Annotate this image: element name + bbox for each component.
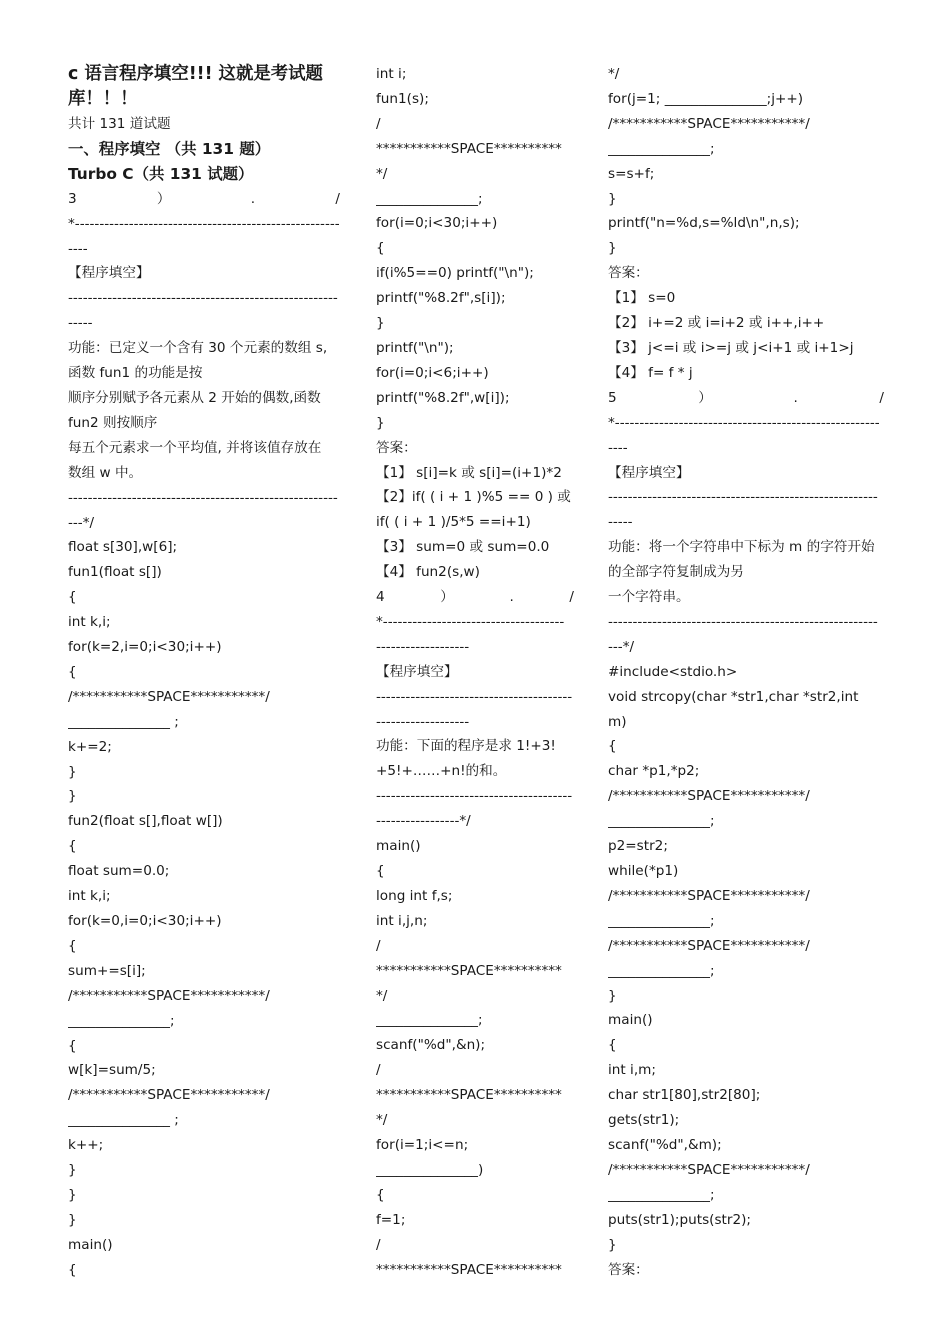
text-line: fun2 则按顺序 xyxy=(68,414,158,431)
problem-number-dot: . xyxy=(509,589,514,606)
problem-number: 4 xyxy=(376,589,385,606)
text-line: ----- xyxy=(608,514,633,531)
code-line: { xyxy=(68,937,77,954)
text-line: 的全部字符复制成为另 xyxy=(608,564,744,581)
problem-number-paren: ） xyxy=(156,190,171,207)
code-line: { xyxy=(376,863,385,879)
code-line: } xyxy=(608,987,617,1004)
text-line: ----- xyxy=(68,315,93,332)
text-line: 一个字符串。 xyxy=(608,589,690,606)
code-line: _______________; xyxy=(608,140,715,157)
text-line: 【程序填空】 xyxy=(376,663,458,680)
code-line: /***********SPACE***********/ xyxy=(608,115,810,132)
answer-line: 【4】 f= f * j xyxy=(608,364,693,381)
text-line: ---*/ xyxy=(608,638,635,655)
question-count: 共计 131 道试题 xyxy=(68,116,171,132)
problem-number-dot: . xyxy=(793,389,798,406)
code-line: main() xyxy=(376,838,421,855)
text-line: 每五个元素求一个平均值, 并将该值存放在 xyxy=(68,439,322,456)
code-line: for(i=1;i<=n; xyxy=(376,1136,469,1153)
code-line: { xyxy=(68,838,77,855)
code-line: / xyxy=(376,115,381,132)
text-line: ------------------------------------------------------- xyxy=(608,489,878,506)
column-right xyxy=(608,62,884,1282)
answer-line: 【2】 i+=2 或 i=i+2 或 i++,i++ xyxy=(608,315,825,332)
code-line: { xyxy=(68,589,77,606)
code-line: k++; xyxy=(68,1137,104,1154)
code-line: printf("\n"); xyxy=(376,339,454,356)
code-line: float sum=0.0; xyxy=(68,863,170,880)
code-line: puts(str1);puts(str2); xyxy=(608,1211,751,1228)
code-line: int i,j,n; xyxy=(376,912,428,929)
code-line: s=s+f; xyxy=(608,165,655,182)
code-line: if(i%5==0) printf("\n"); xyxy=(376,265,534,282)
answer-label: 答案： xyxy=(608,1261,649,1278)
answer-line: 【3】 sum=0 或 sum=0.0 xyxy=(376,539,550,556)
text-line: ------------------------------------------------------- xyxy=(68,489,338,506)
code-line: float s[30],w[6]; xyxy=(68,539,178,556)
problem-number: 5 xyxy=(608,389,617,406)
code-line: /***********SPACE***********/ xyxy=(608,1161,810,1178)
text-line: 函数 fun1 的功能是按 xyxy=(68,365,203,382)
code-line: main() xyxy=(608,1012,653,1029)
code-line: while(*p1) xyxy=(608,863,679,879)
code-line: / xyxy=(376,1062,381,1079)
code-line: for(j=1; _______________;j++) xyxy=(608,90,804,107)
code-line: } xyxy=(68,1186,77,1203)
section-heading: 一、程序填空 （共 131 题） xyxy=(68,139,271,158)
code-line: p2=str2; xyxy=(608,838,668,855)
text-line: 顺序分别赋予各元素从 2 开始的偶数,函数 xyxy=(68,389,321,406)
problem-number-slash: / xyxy=(879,389,884,406)
code-line: } xyxy=(68,763,77,780)
code-line: _______________; xyxy=(608,912,715,929)
text-line: ---------------------------------------- xyxy=(376,788,573,805)
text-line: ---- xyxy=(608,439,628,456)
code-line: _______________) xyxy=(376,1161,484,1178)
code-line: } xyxy=(608,240,617,257)
problem-number-dot: . xyxy=(250,190,256,207)
column-left xyxy=(68,62,340,1283)
code-line: for(i=0;i<30;i++) xyxy=(376,215,498,232)
code-line: { xyxy=(376,240,385,257)
code-line: m) xyxy=(608,713,627,730)
code-line: } xyxy=(68,1162,77,1179)
code-line: /***********SPACE***********/ xyxy=(608,937,810,954)
answer-label: 答案： xyxy=(376,439,417,456)
code-line: / xyxy=(376,937,381,954)
text-line: ---------------------------------------- xyxy=(376,688,573,705)
answer-line: if( ( i + 1 )/5*5 ==i+1) xyxy=(376,514,531,531)
problem-number-slash: / xyxy=(569,589,574,606)
code-line: char *p1,*p2; xyxy=(608,763,700,780)
text-line: 功能：已定义一个含有 30 个元素的数组 s, xyxy=(68,340,328,357)
code-line: sum+=s[i]; xyxy=(68,962,146,979)
text-line: ---- xyxy=(68,240,88,257)
text-line: ------------------- xyxy=(376,638,470,655)
answer-line: 【2】if( ( i + 1 )%5 == 0 ) 或 xyxy=(376,489,571,506)
answer-line: 【3】 j<=i 或 i>=j 或 j<i+1 或 i+1>j xyxy=(608,339,854,356)
code-line: */ xyxy=(376,1112,388,1129)
text-line: +5!+……+n!的和。 xyxy=(376,763,507,780)
text-line: ---*/ xyxy=(68,514,95,531)
code-line: _______________; xyxy=(376,1012,483,1029)
code-line: _______________; xyxy=(68,1012,175,1029)
code-line: printf("n=%d,s=%ld\n",n,s); xyxy=(608,215,800,232)
code-line: { xyxy=(68,1037,77,1054)
problem-number-line xyxy=(608,386,884,411)
document-title: c 语言程序填空!!! 这就是考试题库！！！ xyxy=(68,64,323,109)
code-line: ***********SPACE********** xyxy=(376,1261,562,1278)
code-line: */ xyxy=(376,165,388,182)
code-line: _______________; xyxy=(608,1186,715,1203)
code-line: _______________ ; xyxy=(68,713,179,730)
text-line: -----------------*/ xyxy=(376,813,471,830)
code-line: w[k]=sum/5; xyxy=(68,1062,156,1079)
code-line: /***********SPACE***********/ xyxy=(608,788,810,805)
text-line: *------------------------------------------------------ xyxy=(608,414,880,431)
code-line: { xyxy=(68,663,77,680)
problem-number-line xyxy=(376,585,574,610)
code-line: fun1(float s[]) xyxy=(68,564,162,581)
text-line: ------------------------------------------------------- xyxy=(68,290,338,307)
column-middle xyxy=(376,62,574,1282)
code-line: */ xyxy=(376,987,388,1004)
code-line: _______________; xyxy=(376,190,483,207)
code-line: ***********SPACE********** xyxy=(376,962,562,979)
code-line: printf("%8.2f",s[i]); xyxy=(376,290,506,307)
code-line: */ xyxy=(608,66,620,82)
text-line: ------------------------------------------------------- xyxy=(608,613,878,630)
code-line: _______________ ; xyxy=(68,1112,179,1129)
code-line: k+=2; xyxy=(68,738,112,755)
code-line: int i; xyxy=(376,66,407,82)
code-line: _______________; xyxy=(608,813,715,830)
answer-line: 【4】 fun2(s,w) xyxy=(376,564,480,581)
code-line: for(i=0;i<6;i++) xyxy=(376,364,489,381)
problem-number-paren: ） xyxy=(440,589,454,606)
code-line: { xyxy=(68,1261,77,1278)
code-line: void strcopy(char *str1,char *str2,int xyxy=(608,688,859,705)
text-line: 【程序填空】 xyxy=(68,265,150,282)
code-line: scanf("%d",&n); xyxy=(376,1037,486,1054)
code-line: { xyxy=(608,738,617,755)
text-line: 功能：下面的程序是求 1!+3! xyxy=(376,738,556,755)
code-line: } xyxy=(376,414,385,431)
code-line: int i,m; xyxy=(608,1062,656,1079)
code-line: fun2(float s[],float w[]) xyxy=(68,813,223,830)
code-line: scanf("%d",&m); xyxy=(608,1136,722,1153)
code-line: f=1; xyxy=(376,1211,406,1228)
text-line: 【程序填空】 xyxy=(608,464,690,481)
code-line: } xyxy=(608,190,617,207)
problem-number-line xyxy=(68,187,340,212)
code-line: for(k=0,i=0;i<30;i++) xyxy=(68,913,222,929)
code-line: /***********SPACE***********/ xyxy=(608,887,810,904)
code-line: printf("%8.2f",w[i]); xyxy=(376,389,510,406)
code-line: { xyxy=(376,1186,385,1203)
code-line: / xyxy=(376,1236,381,1253)
text-line: *------------------------------------------------------ xyxy=(68,215,340,232)
code-line: fun1(s); xyxy=(376,90,429,107)
code-line: long int f,s; xyxy=(376,887,453,904)
code-line: { xyxy=(608,1037,617,1054)
text-line: 数组 w 中。 xyxy=(68,464,143,481)
text-line: ------------------- xyxy=(376,713,470,730)
text-line: *------------------------------------- xyxy=(376,613,565,630)
code-line: _______________; xyxy=(608,962,715,979)
answer-line: 【1】 s=0 xyxy=(608,290,676,307)
code-line: #include<stdio.h> xyxy=(608,663,738,680)
code-line: } xyxy=(68,788,77,805)
text-line: 功能：将一个字符串中下标为 m 的字符开始 xyxy=(608,539,875,556)
problem-number-paren: ） xyxy=(698,389,712,406)
problem-number-slash: / xyxy=(335,190,340,207)
subsection-heading: Turbo C（共 131 试题） xyxy=(68,164,254,183)
code-line: /***********SPACE***********/ xyxy=(68,1087,270,1104)
code-line: /***********SPACE***********/ xyxy=(68,987,270,1004)
answer-line: 【1】 s[i]=k 或 s[i]=(i+1)*2 xyxy=(376,464,562,481)
code-line: } xyxy=(376,315,385,332)
code-line: int k,i; xyxy=(68,888,111,905)
code-line: main() xyxy=(68,1236,113,1253)
code-line: gets(str1); xyxy=(608,1112,680,1129)
code-line: /***********SPACE***********/ xyxy=(68,688,270,705)
code-line: ***********SPACE********** xyxy=(376,1087,562,1104)
code-line: char str1[80],str2[80]; xyxy=(608,1087,761,1104)
code-line: } xyxy=(68,1211,77,1228)
code-line: int k,i; xyxy=(68,614,111,631)
code-line: ***********SPACE********** xyxy=(376,140,562,157)
code-line: } xyxy=(608,1236,617,1253)
code-line: for(k=2,i=0;i<30;i++) xyxy=(68,639,222,656)
problem-number: 3 xyxy=(68,190,77,207)
answer-label: 答案： xyxy=(608,265,649,282)
